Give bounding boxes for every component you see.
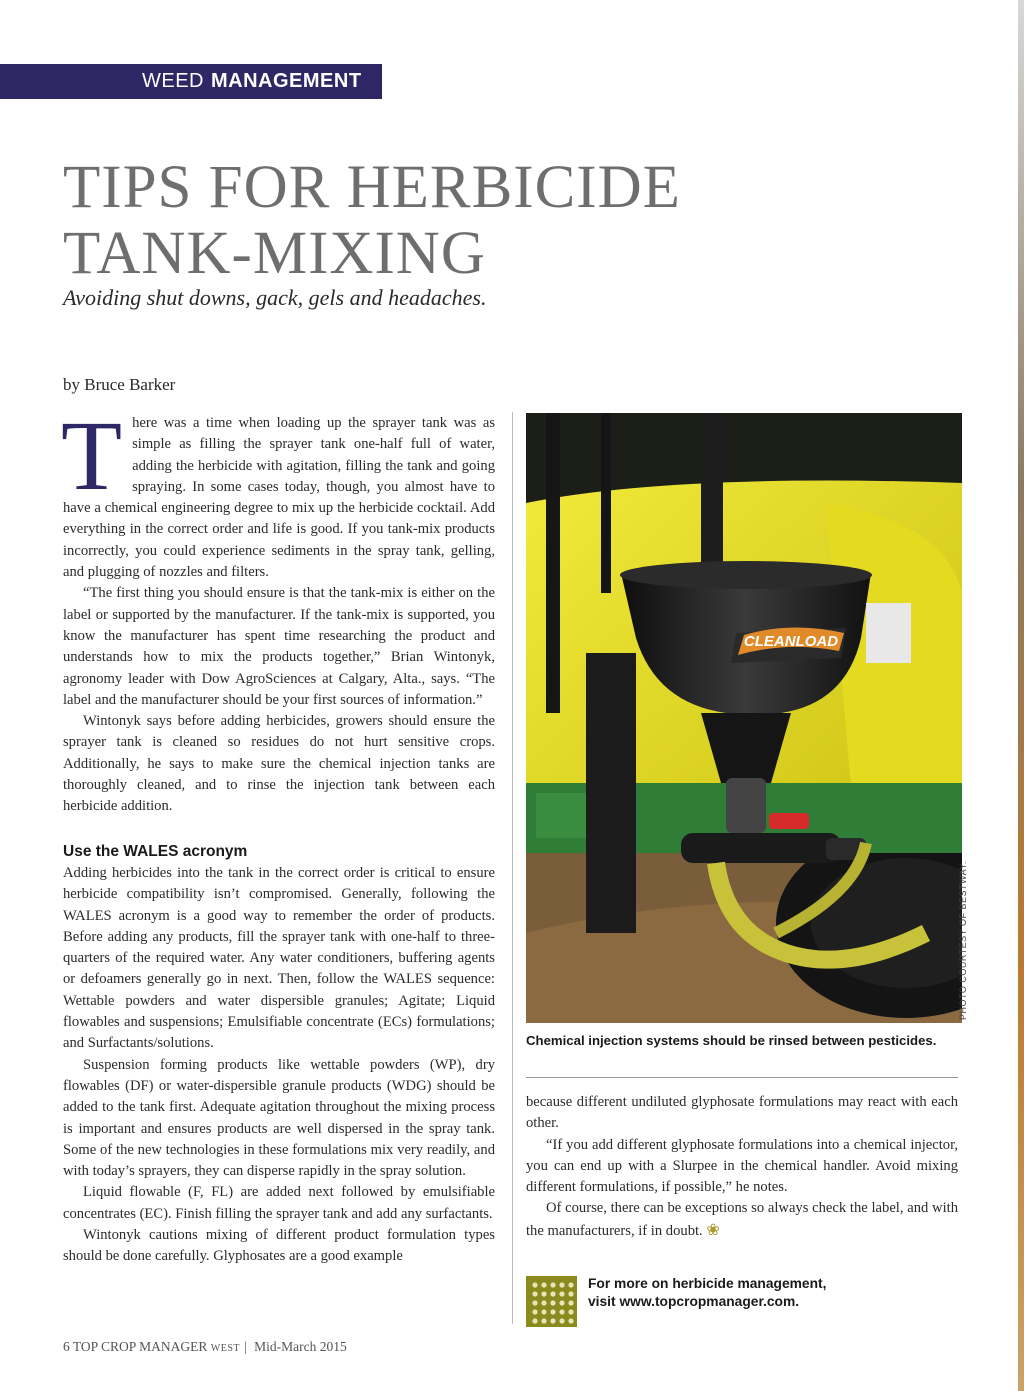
column-divider: [512, 412, 513, 1324]
section-header: [0, 64, 382, 99]
magazine-name: TOP CROP MANAGER: [72, 1339, 208, 1354]
maple-leaf-icon: ❀: [706, 1221, 720, 1239]
paragraph-10-text: Of course, there can be exceptions so always check the label, and with the manufacturers, if in doubt.: [526, 1200, 958, 1239]
paragraph-3: Wintonyk says before adding herbicides, growers should ensure the sprayer tank is cleaned so residues do not hurt sensitive crops. Additionally, he says to make sure the chemical injection tanks are thoroughly cleaned, and to rinse the injection tank between each herbicide addition.: [63, 713, 495, 815]
magazine-edition: WEST: [210, 1343, 241, 1354]
photo-caption: Chemical injection systems should be rinsed between pesticides.: [526, 1033, 937, 1048]
article-photo: [526, 413, 962, 1023]
page-number: 6: [63, 1339, 70, 1354]
photo-credit: PHOTO COURTESY OF BESTWAY.: [958, 861, 968, 1020]
injection-system-illustration: [526, 413, 962, 1023]
caption-rule: [526, 1077, 958, 1078]
article-title: [63, 155, 681, 287]
paragraph-1: [61, 400, 495, 583]
subheading: Use the WALES acronym: [63, 842, 248, 860]
paragraph-6: Liquid flowable (F, FL) are added next followed by emulsifiable concentrates (EC). Finish filling the sprayer tank and add any surfactants.: [63, 1184, 495, 1222]
page-edge: [1018, 0, 1024, 1391]
section-word-1: WEED: [142, 70, 204, 92]
promo-link[interactable]: visit www.topcropmanager.com.: [588, 1294, 800, 1309]
paragraph-9: “If you add different glyphosate formulations into a chemical injector, you can end up with a Slurpee in the chemical handler. Avoid mixing different formulations, if possible,” he notes.: [526, 1136, 958, 1196]
title-line-2: TANK-MIXING: [63, 220, 486, 287]
paragraph-7: Wintonyk cautions mixing of different product formulation types should be done carefully. Glyphosates are a good example: [63, 1226, 495, 1265]
paragraph-10: [526, 1198, 958, 1242]
column-right: [526, 1092, 958, 1242]
paragraph-2: “The first thing you should ensure is that the tank-mix is either on the label or supported by the manufacturer. If the tank-mix is supported, you know the manufacturer has spent time researching the product and understands how to mix the products together,” Brian Wintonyk, agronomy leader with Dow AgroSciences at Calgary, Alta., says. “The label and the manufacturer should be your first sources of information.”: [63, 585, 495, 708]
title-line-1: TIPS FOR HERBICIDE: [63, 154, 681, 221]
promo-line-1: For more on herbicide management,: [588, 1276, 827, 1291]
paragraph-1-text: here was a time when loading up the sprayer tank was as simple as filling the sprayer tank one-half full of water, adding the herbicide with agitation, filling the tank and going spraying. In some cases today, though, you almost have to have a chemical engineering degree to mix up the herbicide cocktail. Add everything in the correct order and life is good. If you tank-mix products incorrectly, you could experience sediments in the spray tank, gelling, and plugging of nozzles and filters.: [63, 415, 495, 581]
drop-cap: T: [61, 400, 123, 511]
paragraph-8: because different undiluted glyphosate formulations may react with each other.: [526, 1094, 958, 1132]
byline: by Bruce Barker: [63, 375, 176, 394]
section-word-2: MANAGEMENT: [211, 70, 362, 92]
cleanload-logo: CLEANLOAD: [743, 633, 839, 650]
column-left: [61, 400, 495, 1268]
dot-grid-icon: [526, 1276, 577, 1327]
paragraph-4: Adding herbicides into the tank in the correct order is critical to ensure herbicide compatibility isn’t compromised. Generally, following the WALES acronym is a good way to remember the order of products. Before adding any products, fill the sprayer tank with one-half to three-quarters of the required water. Any water conditioners, buffering agents or defoamers generally go in next. Then, follow the WALES sequence: Wettable powders and water dispersible granules; Agitate; Liquid flowables and suspensions; Emulsifiable concentrate (ECs) formulations; and Surfactants/solutions.: [63, 864, 495, 1052]
paragraph-5: Suspension forming products like wettable powders (WP), dry flowables (DF) or water-dispersible granule products (WDG) should be added to the tank first. Adequate agitation throughout the mixing process is important and ensures products are well dispersed in the spray tank. Some of the new technologies in these formulations mix very readily, and with today’s sprayers, they can disperse rapidly in the spray solution.: [63, 1056, 495, 1180]
article-deck: Avoiding shut downs, gack, gels and headaches.: [63, 285, 487, 310]
promo-text: [588, 1275, 826, 1311]
issue-date: Mid-March 2015: [254, 1339, 347, 1354]
page-footer: 6 TOP CROP MANAGER WEST | Mid-March 2015: [63, 1339, 347, 1354]
